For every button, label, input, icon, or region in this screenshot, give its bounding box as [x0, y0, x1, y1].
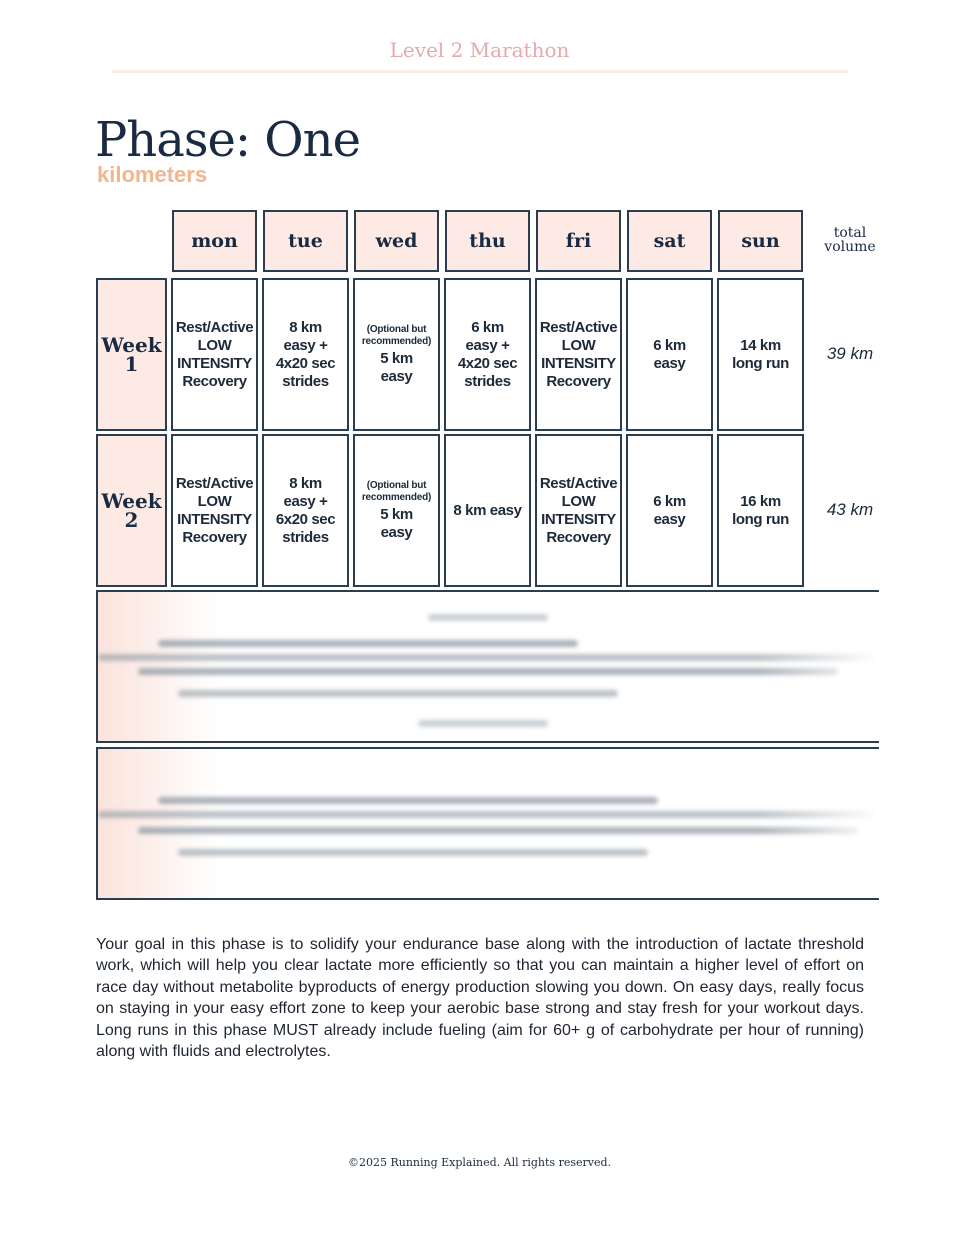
week-label: Week 2 [96, 434, 167, 587]
workout-text: 6 km easy [653, 336, 686, 372]
phase-description: Your goal in this phase is to solidify your endurance base along with the introduction of lactate threshold work, which will help you clear lactate more efficiently so that you can maintain a higher level of effort on race day without metabolite byproducts of energy production slowing you down. On easy days, really focus on staying in your easy effort zone to keep your aerobic base strong and stay fresh for your workout days. Long runs in this phase MUST already include fueling (aim for 60+ g of carbohydrate per hour of running) along with fluids and electrolytes. [96, 936, 864, 1061]
workout-cell-tue [262, 278, 349, 431]
workout-cell-wed [353, 434, 440, 587]
workout-cell-sun [717, 434, 804, 587]
optional-note: (Optional but recommended) [361, 479, 432, 503]
week-label: Week 1 [96, 278, 167, 431]
copyright-notice: ©2025 Running Explained. All rights reserved. [347, 1156, 612, 1169]
day-header-wed: wed [354, 210, 439, 272]
day-header-mon: mon [172, 210, 257, 272]
workout-cell-thu [444, 434, 531, 587]
blurred-week-row [96, 590, 879, 743]
workout-cell-fri [535, 278, 622, 431]
workout-cell-wed [353, 278, 440, 431]
workout-cell-sat [626, 278, 713, 431]
workout-text: 5 km easy [380, 349, 413, 385]
day-header-tue: tue [263, 210, 348, 272]
workout-text: Rest/Active LOW INTENSITY Recovery [539, 474, 618, 546]
workout-text: 8 km easy + 6x20 sec strides [275, 474, 336, 546]
workout-cell-thu [444, 278, 531, 431]
optional-note: (Optional but recommended) [361, 323, 432, 347]
workout-text: 5 km easy [380, 505, 413, 541]
day-header-sat: sat [627, 210, 712, 272]
workout-cell-sun [717, 278, 804, 431]
page-title: Phase: One [95, 112, 360, 168]
workout-cell-sat [626, 434, 713, 587]
workout-cell-mon [171, 434, 258, 587]
workout-text: Rest/Active LOW INTENSITY Recovery [175, 474, 254, 546]
workout-text: 16 km long run [732, 492, 789, 528]
workout-text: 6 km easy [653, 492, 686, 528]
week-total-volume: 43 km [826, 499, 874, 519]
day-header-thu: thu [445, 210, 530, 272]
workout-cell-tue [262, 434, 349, 587]
document-header: Level 2 Marathon [389, 38, 570, 62]
workout-text: 6 km easy + 4x20 sec strides [457, 318, 518, 390]
workout-text: Rest/Active LOW INTENSITY Recovery [175, 318, 254, 390]
blurred-week-row [96, 747, 879, 900]
workout-text: Rest/Active LOW INTENSITY Recovery [539, 318, 618, 390]
total-volume-header: total volume [824, 225, 876, 255]
workout-text: 8 km easy + 4x20 sec strides [275, 318, 336, 390]
workout-text: 8 km easy [453, 501, 522, 519]
week-total-volume: 39 km [826, 343, 874, 363]
day-header-sun: sun [718, 210, 803, 272]
workout-text: 14 km long run [732, 336, 789, 372]
unit-label: kilometers [97, 162, 208, 187]
workout-cell-mon [171, 278, 258, 431]
day-header-fri: fri [536, 210, 621, 272]
header-divider [112, 70, 848, 73]
workout-cell-fri [535, 434, 622, 587]
